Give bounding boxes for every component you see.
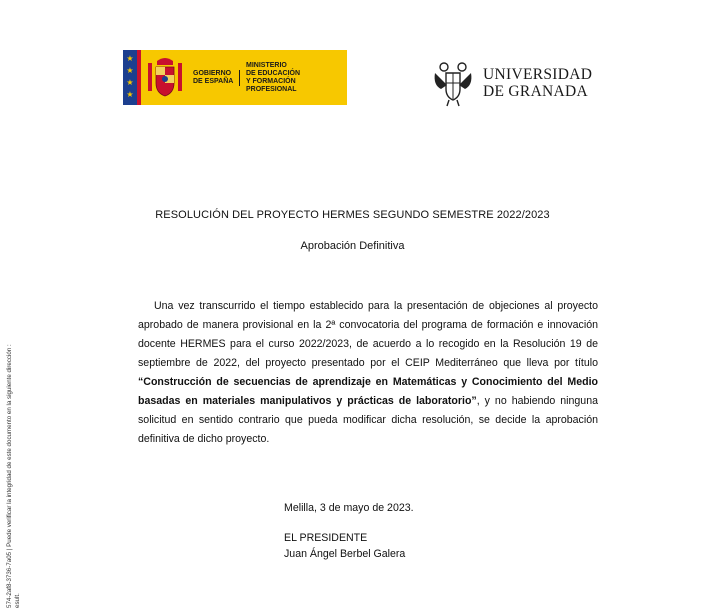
university-name xyxy=(483,66,592,100)
star-icon: ★ xyxy=(126,66,134,75)
coat-of-arms-icon xyxy=(141,50,189,105)
university-logo xyxy=(431,58,601,108)
body-text-part: , y no habiendo ninguna solicitud en sentido contrario que pueda modificar dicha resolución, se decide la aprobación definitiva de dicho proyecto. xyxy=(138,395,598,445)
ministry-logo xyxy=(123,50,347,105)
signer-name: Juan Ángel Berbel Galera xyxy=(284,548,406,560)
double-headed-eagle-icon xyxy=(431,59,475,107)
verification-side-note xyxy=(6,344,22,608)
logo-text-line: DE EDUCACIÓN xyxy=(246,69,301,77)
logo-text-line: GOBIERNO xyxy=(193,69,232,77)
ministry-logo-ministry-text xyxy=(246,62,346,94)
project-title: “Construcción de secuencias de aprendizaje en Matemáticas y Conocimiento del Medio basadas en materiales manipulativos y prácticas de laboratorio” xyxy=(138,376,598,407)
resolution-body xyxy=(138,297,598,449)
star-icon: ★ xyxy=(126,78,134,87)
logo-text-line: DE ESPAÑA xyxy=(193,77,234,85)
logo-text-line: Y FORMACIÓN PROFESIONAL xyxy=(246,77,297,93)
document-subtitle: Aprobación Definitiva xyxy=(300,240,405,252)
star-icon: ★ xyxy=(126,54,134,63)
university-name-line: UNIVERSIDAD xyxy=(483,66,593,83)
logo-text-line: MINISTERIO xyxy=(246,61,287,69)
eu-flag-strip xyxy=(123,50,137,105)
body-text-part: Una vez transcurrido el tiempo establecido para la presentación de objeciones al proyecto aprobado de manera provisional en la 2ª convocatoria del programa de formación e innovación docente HERMES para el curso 2022/2023, de acuerdo a lo recogido en la Resolución 19 de septiembre de 2022, del proyecto presentado por el CEIP Mediterráneo que lleva por título xyxy=(138,300,598,369)
side-note-line: 574-2af8-3736-7a05 | Puede verificar la integridad de este documento en la siguiente dirección : xyxy=(6,344,13,608)
place-date: Melilla, 3 de mayo de 2023. xyxy=(284,502,414,514)
university-name-line: DE GRANADA xyxy=(483,83,589,100)
star-icon: ★ xyxy=(126,90,134,99)
side-note-line: esult. xyxy=(14,593,21,608)
document-title: RESOLUCIÓN DEL PROYECTO HERMES SEGUNDO SEMESTRE 2022/2023 xyxy=(155,209,550,221)
signer-role: EL PRESIDENTE xyxy=(284,532,368,544)
ministry-logo-government-text xyxy=(193,70,240,86)
